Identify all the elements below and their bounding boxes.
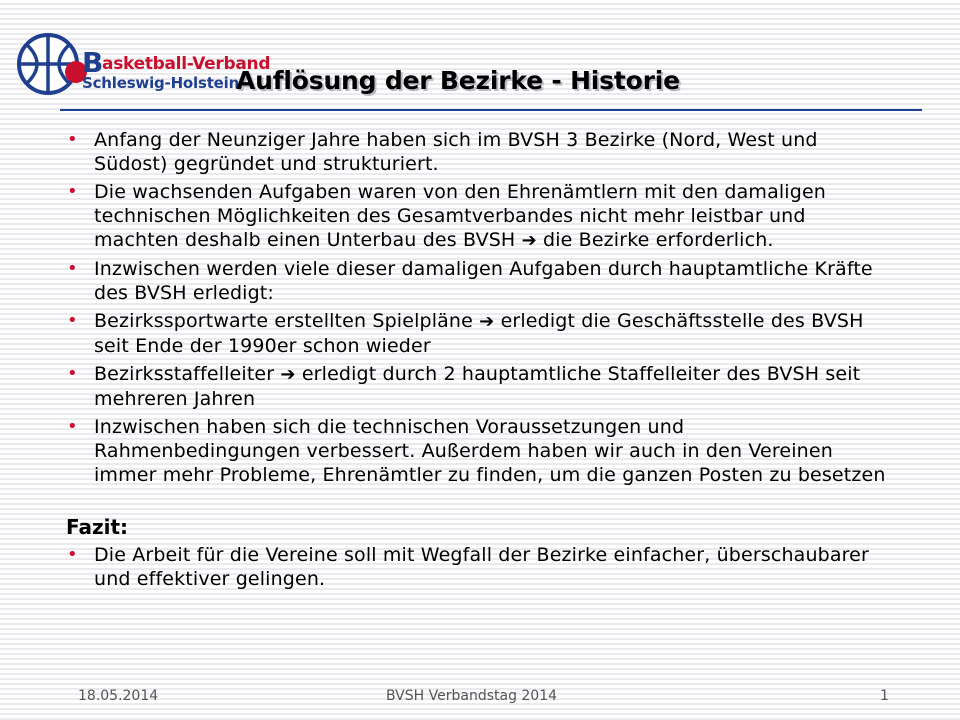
bullet-dot-icon: •: [67, 310, 78, 331]
logo-initial: B: [82, 46, 104, 79]
bullet-dot-icon: •: [67, 181, 78, 202]
bullet-dot-icon: •: [67, 544, 78, 565]
bullet-item: [66, 543, 896, 591]
logo-line-2: Schleswig-Holstein: [82, 74, 240, 92]
bullet-text: erledigt durch 2 hauptamtliche Staffelleiter des BVSH seit mehreren Jahren: [94, 363, 861, 410]
bullet-item: [66, 180, 896, 253]
footer-event: BVSH Verbandstag 2014: [386, 688, 558, 704]
bullet-text: erledigt die Geschäftsstelle des BVSH seit Ende der 1990er schon wieder: [94, 310, 864, 357]
bvsh-logo: [14, 32, 271, 102]
bullet-item: [66, 362, 896, 411]
bullet-item: [66, 257, 896, 305]
bullet-dot-icon: •: [67, 258, 78, 279]
bullet-text: Inzwischen werden viele dieser damaligen Aufgaben durch hauptamtliche Kräfte des BVSH erledigt:: [94, 258, 873, 304]
bullet-text: Die Arbeit für die Vereine soll mit Wegfall der Bezirke einfacher, überschaubarer und effektiver gelingen.: [94, 544, 869, 590]
bullet-item: [66, 128, 896, 176]
bullet-item: [66, 415, 896, 487]
slide-content: [66, 128, 896, 595]
bullet-text: Bezirkssportwarte erstellten Spielpläne: [94, 310, 480, 332]
arrow-right-icon: ➔: [479, 311, 495, 332]
bullet-list: [66, 128, 896, 487]
arrow-right-icon: ➔: [521, 230, 537, 251]
fazit-bullet-list: [66, 543, 896, 591]
bullet-text: Bezirksstaffelleiter: [94, 363, 281, 385]
bullet-text: Die wachsenden Aufgaben waren von den Ehrenämtlern mit den damaligen technischen Möglichkeiten des Gesamtverbandes nicht mehr leistbar und machten deshalb einen Unterbau des BVSH: [94, 181, 826, 251]
slide-title: Auflösung der Bezirke - Historie: [236, 66, 680, 95]
title-divider: [60, 109, 922, 111]
logo-line-1-text: asketball-Verband: [102, 54, 271, 74]
bullet-item: [66, 309, 896, 358]
arrow-right-icon: ➔: [280, 364, 296, 385]
fazit-heading: Fazit:: [66, 515, 129, 539]
bullet-text: Anfang der Neunziger Jahre haben sich im BVSH 3 Bezirke (Nord, West und Südost) gegründet und strukturiert.: [94, 129, 818, 175]
bullet-text: Inzwischen haben sich die technischen Voraussetzungen und Rahmenbedingungen verbessert. Außerdem haben wir auch in den Vereinen immer mehr Probleme, Ehrenämtler zu finden, um die ganzen Posten zu besetzen: [94, 416, 886, 486]
page-number: 1: [880, 688, 889, 704]
bullet-text: die Bezirke erforderlich.: [536, 229, 774, 251]
bullet-dot-icon: •: [67, 416, 78, 437]
bullet-dot-icon: •: [67, 129, 78, 150]
bullet-dot-icon: •: [67, 363, 78, 384]
footer-date: 18.05.2014: [78, 688, 159, 704]
